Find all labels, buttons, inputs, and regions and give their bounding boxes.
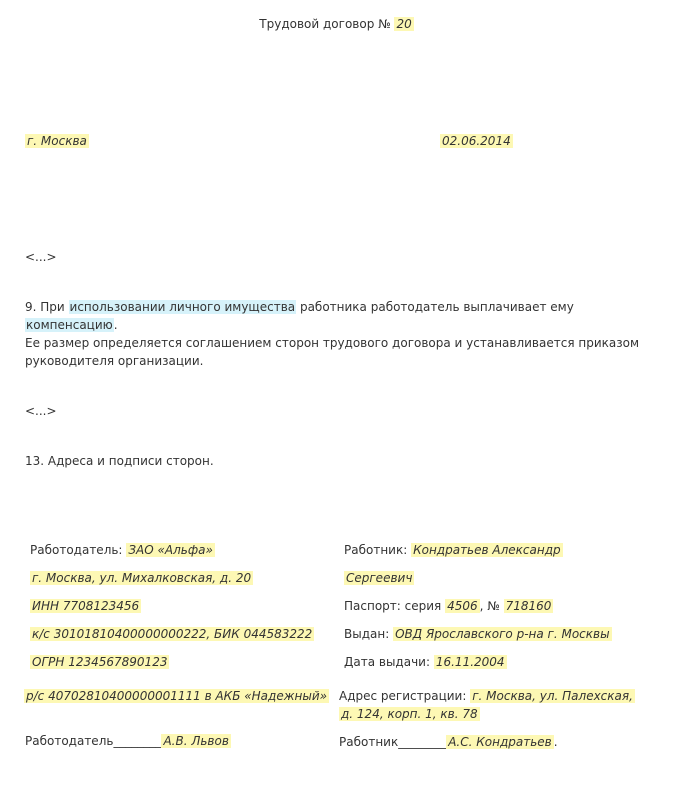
employee-sign-line: ________ [398, 735, 447, 749]
omission-mark: <...> [25, 250, 57, 264]
employer-inn: ИНН 7708123456 [32, 599, 140, 613]
employee-signature-row [339, 733, 558, 751]
p9-link-property[interactable]: использовании личного имущества [69, 300, 296, 314]
employee-name2-row [344, 569, 414, 587]
passport-series: 4506 [447, 599, 478, 613]
employee-name-1: Кондратьев Александр [413, 543, 561, 557]
employer-inn-row [30, 597, 141, 615]
contract-date [440, 132, 513, 150]
reg-address-1: г. Москва, ул. Палехская, [472, 689, 633, 703]
employer-ogrn-row [30, 653, 169, 671]
section-13-heading: 13. Адреса и подписи сторон. [25, 454, 214, 468]
employee-issue-date-row [344, 653, 507, 671]
employee-name-2: Сергеевич [346, 571, 413, 585]
employer-name: ЗАО «Альфа» [128, 543, 213, 557]
issued-by: ОВД Ярославского р-на г. Москвы [395, 627, 610, 641]
date-value: 02.06.2014 [442, 134, 511, 148]
employee-issued-row [344, 625, 612, 643]
employee-label: Работник: [344, 543, 408, 557]
employer-signature-row [25, 732, 231, 750]
p9-link-compensation[interactable]: компенсацию [26, 318, 113, 332]
reg-label: Адрес регистрации: [339, 689, 467, 703]
p9-suffix: . [113, 318, 118, 332]
employer-rs-row [24, 687, 329, 705]
issue-date-label: Дата выдачи: [344, 655, 431, 669]
passport-no-label: , № [479, 599, 500, 613]
contract-number: 20 [396, 17, 412, 31]
city-value: г. Москва [27, 134, 87, 148]
employee-name-row [344, 541, 563, 559]
employer-address: г. Москва, ул. Михалковская, д. 20 [32, 571, 252, 585]
passport-number: 718160 [505, 599, 552, 613]
title-text: Трудовой договор № [259, 17, 391, 31]
passport-label: Паспорт: серия [344, 599, 442, 613]
employee-sign-end: . [553, 735, 558, 749]
p9-line3: руководителя организации. [25, 354, 204, 368]
employer-sign-label: Работодатель [25, 734, 114, 748]
employee-registration-row [339, 687, 635, 705]
document-title [0, 15, 673, 33]
p9-prefix: 9. При [25, 300, 65, 314]
employer-name-row [30, 541, 215, 559]
employer-ks: к/с 30101810400000000222, БИК 044583222 [32, 627, 313, 641]
omission-mark-2: <...> [25, 404, 57, 418]
employee-signer: А.С. Кондратьев [448, 735, 552, 749]
employee-registration-row-2 [339, 705, 480, 723]
employer-ogrn: ОГРН 1234567890123 [32, 655, 168, 669]
p9-middle: работника работодатель выплачивает ему [299, 300, 574, 314]
issued-label: Выдан: [344, 627, 390, 641]
employee-passport-row [344, 597, 553, 615]
reg-address-2: д. 124, корп. 1, кв. 78 [341, 707, 478, 721]
employer-address-row [30, 569, 253, 587]
city [25, 132, 89, 150]
paragraph-9 [25, 298, 640, 370]
employer-rs: р/с 40702810400000001111 в АКБ «Надежный» [26, 689, 328, 703]
employer-label: Работодатель: [30, 543, 123, 557]
issue-date: 16.11.2004 [435, 655, 505, 669]
employee-sign-label: Работник [339, 735, 399, 749]
employer-sign-line: ________ [113, 734, 162, 748]
employer-signer: А.В. Львов [163, 734, 229, 748]
p9-line2: Ее размер определяется соглашением сторон трудового договора и устанавливается приказом [25, 336, 640, 350]
employer-ks-row [30, 625, 314, 643]
